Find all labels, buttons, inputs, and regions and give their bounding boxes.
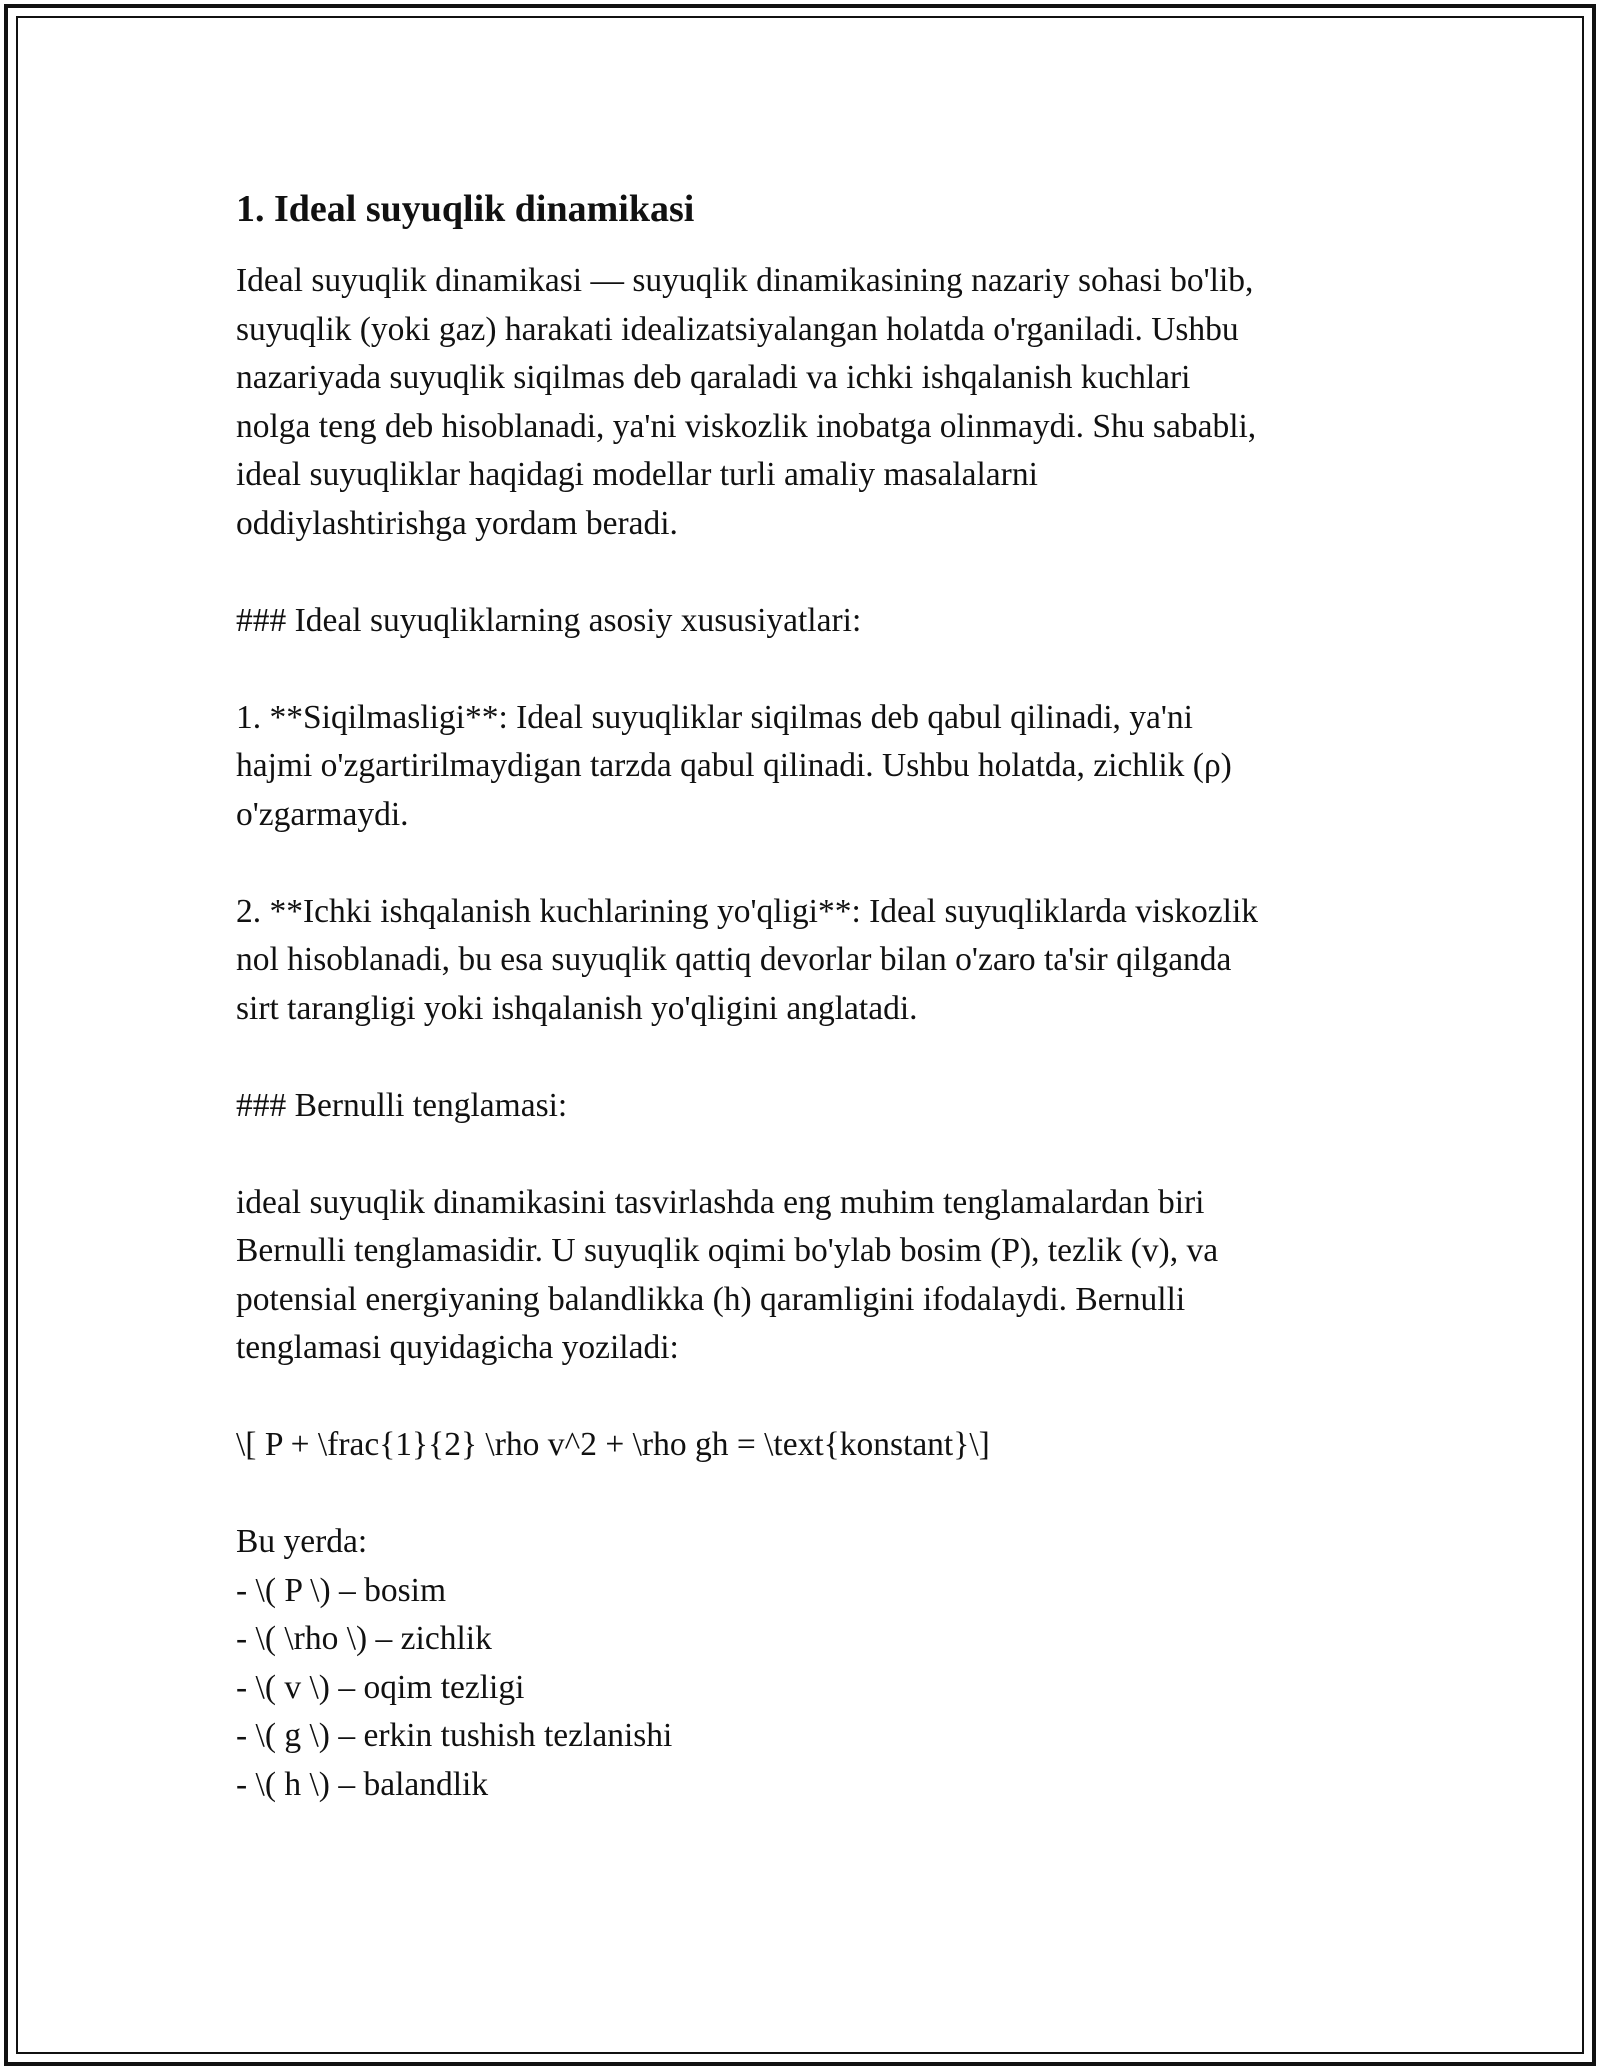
intro-paragraph — [236, 257, 1386, 548]
legend-item: - \( h \) – balandlik — [236, 1765, 489, 1803]
intro-line: nolga teng deb hisoblanadi, ya'ni viskozlik inobatga olinmaydi. Shu sababli, — [236, 407, 1257, 445]
bernoulli-line: tenglamasi quyidagicha yoziladi: — [236, 1329, 679, 1366]
properties-heading — [236, 597, 1386, 646]
property-2-line: 2. **Ichki ishqalanish kuchlarining yo'qligi**: Ideal suyuqliklarda viskozlik — [236, 892, 1259, 930]
document-title: 1. Ideal suyuqlik dinamikasi — [236, 188, 695, 230]
properties-heading-text: ### Ideal suyuqliklarning asosiy xususiyatlari: — [236, 601, 862, 639]
legend-paragraph — [236, 1518, 1386, 1809]
property-1-line: hajmi o'zgartirilmaydigan tarzda qabul qilinadi. Ushbu holatda, zichlik (ρ) — [236, 747, 1232, 784]
equation-paragraph — [236, 1421, 1386, 1470]
bernoulli-heading-text: ### Bernulli tenglamasi: — [236, 1086, 568, 1124]
intro-line: ideal suyuqliklar haqidagi modellar turli amaliy masalalarni — [236, 456, 1038, 493]
property-2-line: sirt tarangligi yoki ishqalanish yo'qligini anglatadi. — [236, 989, 918, 1027]
document-body — [236, 185, 1386, 1809]
legend-item: - \( \rho \) – zichlik — [236, 1620, 492, 1657]
bernoulli-heading — [236, 1082, 1386, 1131]
property-2-line: nol hisoblanadi, bu esa suyuqlik qattiq devorlar bilan o'zaro ta'sir qilganda — [236, 941, 1232, 978]
intro-line: nazariyada suyuqlik siqilmas deb qaraladi va ichki ishqalanish kuchlari — [236, 359, 1191, 396]
bernoulli-paragraph — [236, 1179, 1386, 1373]
bernoulli-equation: \[ P + \frac{1}{2} \rho v^2 + \rho gh = \text{konstant}\] — [236, 1426, 990, 1463]
legend-item: - \( v \) – oqim tezligi — [236, 1668, 525, 1706]
intro-line: suyuqlik (yoki gaz) harakati idealizatsiyalangan holatda o'rganiladi. Ushbu — [236, 310, 1239, 348]
property-1-line: 1. **Siqilmasligi**: Ideal suyuqliklar siqilmas deb qabul qilinadi, ya'ni — [236, 698, 1193, 736]
legend-item: - \( g \) – erkin tushish tezlanishi — [236, 1717, 673, 1754]
legend-intro: Bu yerda: — [236, 1523, 368, 1560]
bernoulli-line: Bernulli tenglamasidir. U suyuqlik oqimi bo'ylab bosim (P), tezlik (v), va — [236, 1232, 1219, 1269]
legend-item: - \( P \) – bosim — [236, 1571, 446, 1609]
property-2-paragraph — [236, 888, 1386, 1034]
intro-line: Ideal suyuqlik dinamikasi — suyuqlik dinamikasining nazariy sohasi bo'lib, — [236, 262, 1254, 299]
bernoulli-line: potensial energiyaning balandlikka (h) qaramligini ifodalaydi. Bernulli — [236, 1280, 1186, 1318]
bernoulli-line: ideal suyuqlik dinamikasini tasvirlashda eng muhim tenglamalardan biri — [236, 1183, 1205, 1221]
property-1-paragraph — [236, 694, 1386, 840]
intro-line: oddiylashtirishga yordam beradi. — [236, 504, 678, 542]
property-1-line: o'zgarmaydi. — [236, 795, 409, 833]
